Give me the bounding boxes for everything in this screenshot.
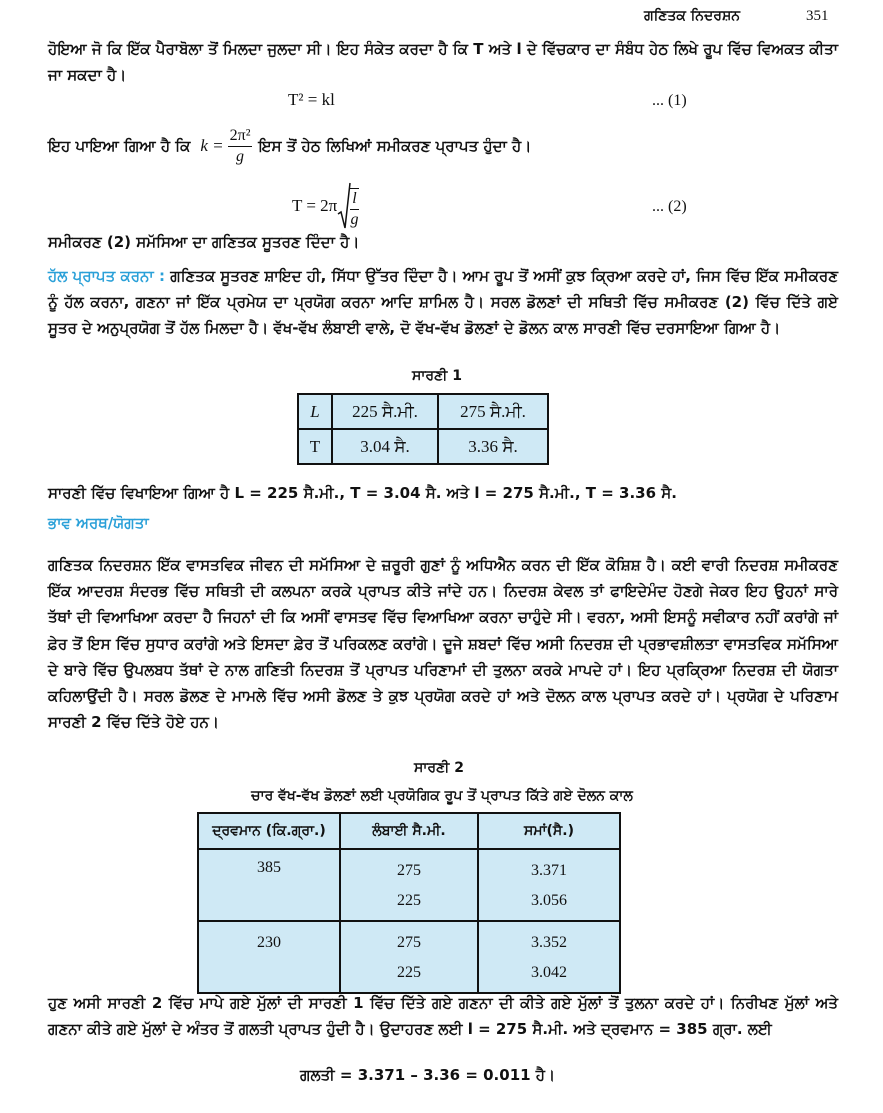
sqrt-denominator: g	[350, 211, 359, 228]
table-cell	[340, 849, 478, 921]
table-cell	[478, 849, 620, 921]
length-value: 225	[397, 964, 421, 981]
equation-1-number: ... (1)	[652, 92, 687, 109]
k-fraction	[228, 126, 253, 167]
table-cell	[478, 921, 620, 993]
paragraph-k-definition	[48, 118, 838, 174]
time-value: 3.042	[531, 964, 567, 981]
table-cell: 225 ਸੈ.ਮੀ.	[332, 394, 438, 429]
paragraph-solving	[48, 263, 838, 341]
length-value: 275	[397, 934, 421, 951]
equation-2-number: ... (2)	[652, 198, 687, 215]
running-header-title: ਗਣਿਤਕ ਨਿਦਰਸ਼ਨ	[644, 8, 741, 24]
equation-2	[292, 180, 359, 232]
column-header-time: ਸਮਾਂ(ਸੈ.)	[478, 813, 620, 849]
column-header-length: ਲੰਬਾਈ ਸੈ.ਮੀ.	[340, 813, 478, 849]
length-value: 225	[397, 892, 421, 909]
table-cell: L	[298, 394, 332, 429]
table-cell: 3.36 ਸੈ.	[438, 429, 548, 464]
k-definition-prefix: ਇਹ ਪਾਇਆ ਗਿਆ ਹੈ ਕਿ	[48, 137, 191, 155]
equation-1: T² = kl	[288, 90, 335, 109]
paragraph-validation: ਗਣਿਤਕ ਨਿਦਰਸ਼ਨ ਇੱਕ ਵਾਸਤਵਿਕ ਜੀਵਨ ਦੀ ਸਮੱਸਿਆ ਦੇ ਜ਼ਰੂਰੀ ਗੁਣਾਂ ਨੂੰ ਅਧਿਐਨ ਕਰਨ ਦੀ ਇੱਕ ਕੋਸ਼ਿਸ਼ ਹੈ। ਕਈ ਵਾਰੀ ਨਿਦਰਸ਼ ਸਮੀਕਰਣ ਇੱਕ ਆਦਰਸ਼ ਸੰਦਰਭ ਵਿੱਚ ਸਥਿਤੀ ਦੀ ਕਲਪਨਾ ਕਰਕੇ ਪ੍ਰਾਪਤ ਕੀਤੇ ਜਾਂਦੇ ਹਨ। ਨਿਦਰਸ਼ ਕੇਵਲ ਤਾਂ ਫਾਇਦੇਮੰਦ ਹੋਣਗੇ ਜੇਕਰ ਇਹ ਉਹਨਾਂ ਸਾਰੇ ਤੱਥਾਂ ਦੀ ਵਿਆਖਿਆ ਕਰਦਾ ਹੈ ਜਿਹਨਾਂ ਦੀ ਕਿ ਅਸੀਂ ਵਾਸਤਵ ਵਿੱਚ ਵਿਆਖਿਆ ਕਰਨਾ ਚਾਹੁੰਦੇ ਸੀ। ਵਰਨਾ, ਅਸੀ ਇਸਨੂੰ ਸਵੀਕਾਰ ਨਹੀਂ ਕਰਾਂਗੇ ਜਾਂ ਫ਼ੇਰ ਤੋਂ ਇਸ ਵਿੱਚ ਸੁਧਾਰ ਕਰਾਂਗੇ ਅਤੇ ਇਸਦਾ ਫ਼ੇਰ ਤੋਂ ਪਰਿਕਲਣ ਕਰਾਂਗੇ। ਦੂਜੇ ਸ਼ਬਦਾਂ ਵਿੱਚ ਅਸੀ ਨਿਦਰਸ਼ ਦੀ ਪ੍ਰਭਾਵਸ਼ੀਲਤਾ ਵਾਸਤਵਿਕ ਸਮੱਸਿਆ ਦੇ ਬਾਰੇ ਵਿੱਚ ਉਪਲਬਧ ਤੱਥਾਂ ਦੇ ਨਾਲ ਗਣਿਤੀ ਨਿਦਰਸ਼ ਤੋਂ ਪ੍ਰਾਪਤ ਪਰਿਣਾਮਾਂ ਦੀ ਤੁਲਨਾ ਕਰਕੇ ਮਾਪਦੇ ਹਾਂ। ਇਹ ਪ੍ਰਕ੍ਰਿਆ ਨਿਦਰਸ਼ ਦੀ ਯੋਗਤਾ ਕਹਿਲਾਉਂਦੀ ਹੈ। ਸਰਲ ਡੋਲਣ ਦੇ ਮਾਮਲੇ ਵਿੱਚ ਅਸੀ ਡੋਲਣ ਤੇ ਕੁਝ ਪ੍ਰਯੋਗ ਕਰਦੇ ਹਾਂ ਅਤੇ ਦੋਲਨ ਕਾਲ ਪ੍ਰਾਪਤ ਕਰਦੇ ਹਾਂ। ਪ੍ਰਯੋਗ ਦੇ ਪਰਿਣਾਮ ਸਾਰਣੀ 2 ਵਿੱਚ ਦਿੱਤੇ ਹੋਏ ਹਨ।	[48, 556, 838, 732]
time-value: 3.371	[531, 862, 567, 879]
paragraph-table1-summary: ਸਾਰਣੀ ਵਿੱਚ ਵਿਖਾਇਆ ਗਿਆ ਹੈ L = 225 ਸੈ.ਮੀ., T = 3.04 ਸੈ. ਅਤੇ l = 275 ਸੈ.ਮੀ., T = 3.36 ਸੈ.	[48, 484, 677, 502]
table-row	[198, 921, 620, 993]
table-1-caption: ਸਾਰਣੀ 1	[412, 368, 462, 384]
table-row	[298, 394, 548, 429]
table-2	[197, 812, 621, 994]
mass-value: 385	[257, 859, 281, 876]
k-numerator: 2π²	[228, 126, 253, 147]
k-symbol: k =	[200, 136, 224, 155]
time-value: 3.056	[531, 892, 567, 909]
section-heading-validation: ਭਾਵ ਅਰਥ/ਯੋਗਤਾ	[48, 514, 149, 532]
table-cell: 3.04 ਸੈ.	[332, 429, 438, 464]
table-cell: T	[298, 429, 332, 464]
table-cell	[198, 849, 340, 921]
k-denominator: g	[236, 147, 245, 165]
table-cell	[340, 921, 478, 993]
solving-body: ਗਣਿਤਕ ਸੂਤਰਣ ਸ਼ਾਇਦ ਹੀ, ਸਿੱਧਾ ਉੱਤਰ ਦਿੰਦਾ ਹੈ। ਆਮ ਰੂਪ ਤੋਂ ਅਸੀਂ ਕੁਝ ਕ੍ਰਿਆ ਕਰਦੇ ਹਾਂ, ਜਿਸ ਵਿੱਚ ਇੱਕ ਸਮੀਕਰਣ ਨੂੰ ਹੱਲ ਕਰਨਾ, ਗਣਨਾ ਜਾਂ ਇੱਕ ਪ੍ਰਮੇਯ ਦਾ ਪ੍ਰਯੋਗ ਕਰਨਾ ਆਦਿ ਸ਼ਾਮਿਲ ਹੈ। ਸਰਲ ਡੋਲਣਾਂ ਦੀ ਸਥਿਤੀ ਵਿੱਚ ਸਮੀਕਰਣ (2) ਵਿੱਚ ਦਿੱਤੇ ਗਏ ਸੂਤਰ ਦੇ ਅਨੁਪ੍ਰਯੋਗ ਤੋਂ ਹੱਲ ਮਿਲਦਾ ਹੈ। ਵੱਖ-ਵੱਖ ਲੰਬਾਈ ਵਾਲੇ, ਦੋ ਵੱਖ-ਵੱਖ ਡੋਲਣਾਂ ਦੇ ਡੋਲਨ ਕਾਲ ਸਾਰਣੀ ਵਿੱਚ ਦਰਸਾਇਆ ਗਿਆ ਹੈ।	[48, 267, 838, 337]
table-2-caption: ਸਾਰਣੀ 2	[414, 760, 464, 776]
paragraph-comparison: ਹੁਣ ਅਸੀ ਸਾਰਣੀ 2 ਵਿੱਚ ਮਾਪੇ ਗਏ ਮੁੱਲਾਂ ਦੀ ਸਾਰਣੀ 1 ਵਿੱਚ ਦਿੱਤੇ ਗਏ ਗਣਨਾ ਦੀ ਕੀਤੇ ਗਏ ਮੁੱਲਾਂ ਤੋਂ ਤੁਲਨਾ ਕਰਦੇ ਹਾਂ। ਨਿਰੀਖਣ ਮੁੱਲਾਂ ਅਤੇ ਗਣਨਾ ਕੀਤੇ ਗਏ ਮੁੱਲਾਂ ਦੇ ਅੰਤਰ ਤੋਂ ਗਲਤੀ ਪ੍ਰਾਪਤ ਹੁੰਦੀ ਹੈ। ਉਦਾਹਰਣ ਲਈ l = 275 ਸੈ.ਮੀ. ਅਤੇ ਦ੍ਰਵਮਾਨ = 385 ਗ੍ਰਾ. ਲਈ	[48, 994, 838, 1038]
k-definition-suffix: ਇਸ ਤੋਂ ਹੇਠ ਲਿਖਿਆਂ ਸਮੀਕਰਣ ਪ੍ਰਾਪਤ ਹੁੰਦਾ ਹੈ।	[258, 137, 532, 155]
time-value: 3.352	[531, 934, 567, 951]
mass-value: 230	[257, 934, 281, 951]
radical-icon	[337, 182, 351, 230]
table-row	[198, 849, 620, 921]
page-number: 351	[806, 8, 829, 24]
length-value: 275	[397, 862, 421, 879]
column-header-mass: ਦ੍ਰਵਮਾਨ (ਕਿ.ਗ੍ਰਾ.)	[198, 813, 340, 849]
table-header-row	[198, 813, 620, 849]
solving-heading: ਹੱਲ ਪ੍ਰਾਪਤ ਕਰਨਾ :	[48, 267, 165, 285]
error-calculation: ਗਲਤੀ = 3.371 – 3.36 = 0.011 ਹੈ।	[300, 1066, 556, 1084]
table-cell: 275 ਸੈ.ਮੀ.	[438, 394, 548, 429]
equation-2-lhs: T = 2π	[292, 196, 338, 215]
table-row	[298, 429, 548, 464]
table-1	[297, 393, 549, 465]
sqrt-numerator: l	[350, 189, 358, 210]
paragraph-formulation: ਸਮੀਕਰਣ (2) ਸਮੱਸਿਆ ਦਾ ਗਣਿਤਕ ਸੂਤਰਣ ਦਿੰਦਾ ਹੈ।	[48, 233, 360, 251]
sqrt-fraction	[350, 188, 358, 230]
paragraph-intro: ਹੋਇਆ ਜੋ ਕਿ ਇੱਕ ਪੈਰਾਬੋਲਾ ਤੋਂ ਮਿਲਦਾ ਜੁਲਦਾ ਸੀ। ਇਹ ਸੰਕੇਤ ਕਰਦਾ ਹੈ ਕਿ T ਅਤੇ l ਦੇ ਵਿੱਚਕਾਰ ਦਾ ਸੰਬੰਧ ਹੇਠ ਲਿਖੇ ਰੂਪ ਵਿੱਚ ਵਿਅਕਤ ਕੀਤਾ ਜਾ ਸਕਦਾ ਹੈ।	[48, 40, 838, 84]
table-cell	[198, 921, 340, 993]
sqrt-symbol	[337, 182, 358, 230]
table-2-subcaption: ਚਾਰ ਵੱਖ-ਵੱਖ ਡੋਲਣਾਂ ਲਈ ਪ੍ਰਯੋਗਿਕ ਰੂਪ ਤੋਂ ਪ੍ਰਾਪਤ ਕਿੱਤੇ ਗਏ ਦੋਲਨ ਕਾਲ	[251, 788, 633, 804]
